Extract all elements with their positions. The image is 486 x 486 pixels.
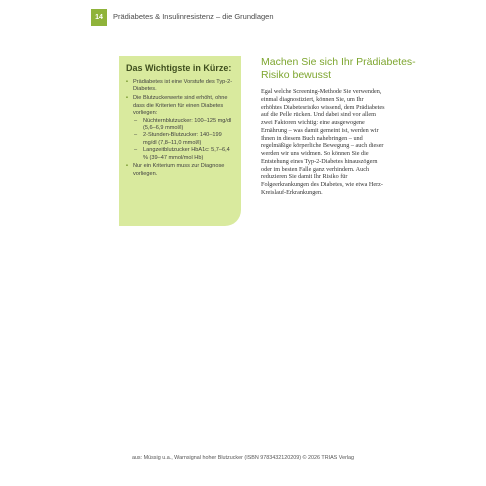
running-title: Prädiabetes & Insulinresistenz – die Grundlagen	[113, 12, 274, 21]
page-number-badge: 14	[91, 9, 107, 26]
criterion-text: 2-Stunden-Blutzucker: 140–199 mg/dl (7,8–11,0 mmol/l)	[143, 132, 222, 146]
summary-item	[126, 79, 235, 94]
criteria-list	[133, 118, 235, 162]
summary-title: Das Wichtigste in Kürze:	[126, 63, 232, 73]
section-heading: Machen Sie sich Ihr Prädiabetes-Risiko bewusst	[261, 56, 416, 81]
criterion-item	[133, 147, 235, 162]
footer-citation: aus: Müssig u.a., Warnsignal hoher Blutzucker (ISBN 9783432120209) © 2026 TRIAS Verlag	[131, 455, 355, 461]
criterion-text: Langzeitblutzucker HbA1c: 5,7–6,4 % (39–47 mmol/mol Hb)	[143, 147, 230, 161]
summary-item-text: Prädiabetes ist eine Vorstufe des Typ-2-Diabetes.	[133, 79, 233, 93]
criterion-item	[133, 118, 235, 133]
summary-item	[126, 163, 235, 178]
summary-item	[126, 95, 235, 162]
body-paragraph: Egal welche Screening-Methode Sie verwenden, einmal diagnostiziert, können Sie, um Ihr erhöhtes Diabetesrisiko wissend, dem Prädiabetes auf die Pelle rücken. Und dabei sind vor allem zwei Faktoren wichtig: eine ausgewogene Ernährung – was damit gemeint ist, werden wir Ihnen in diesem Buch nahebringen – und regelmäßige körperliche Bewegung – auch dieser werden wir uns widmen. So können Sie die Entstehung eines Typ-2-Diabetes hinauszögern oder im besten Falle ganz verhindern. Auch reduzieren Sie damit Ihr Risiko für Folgeerkrankungen des Diabetes, wie etwa Herz-Kreislauf-Erkrankungen.	[261, 88, 385, 196]
summary-list	[126, 79, 235, 178]
summary-item-text: Nur ein Kriterium muss zur Diagnose vorliegen.	[133, 163, 225, 177]
criterion-text: Nüchternblutzucker: 100–125 mg/dl (5,6–6,9 mmol/l)	[143, 117, 232, 131]
summary-item-text: Die Blutzuckerwerte sind erhöht, ohne dass die Kriterien für einen Diabetes vorliegen:	[133, 95, 228, 117]
summary-box	[119, 56, 241, 226]
criterion-item	[133, 132, 235, 147]
